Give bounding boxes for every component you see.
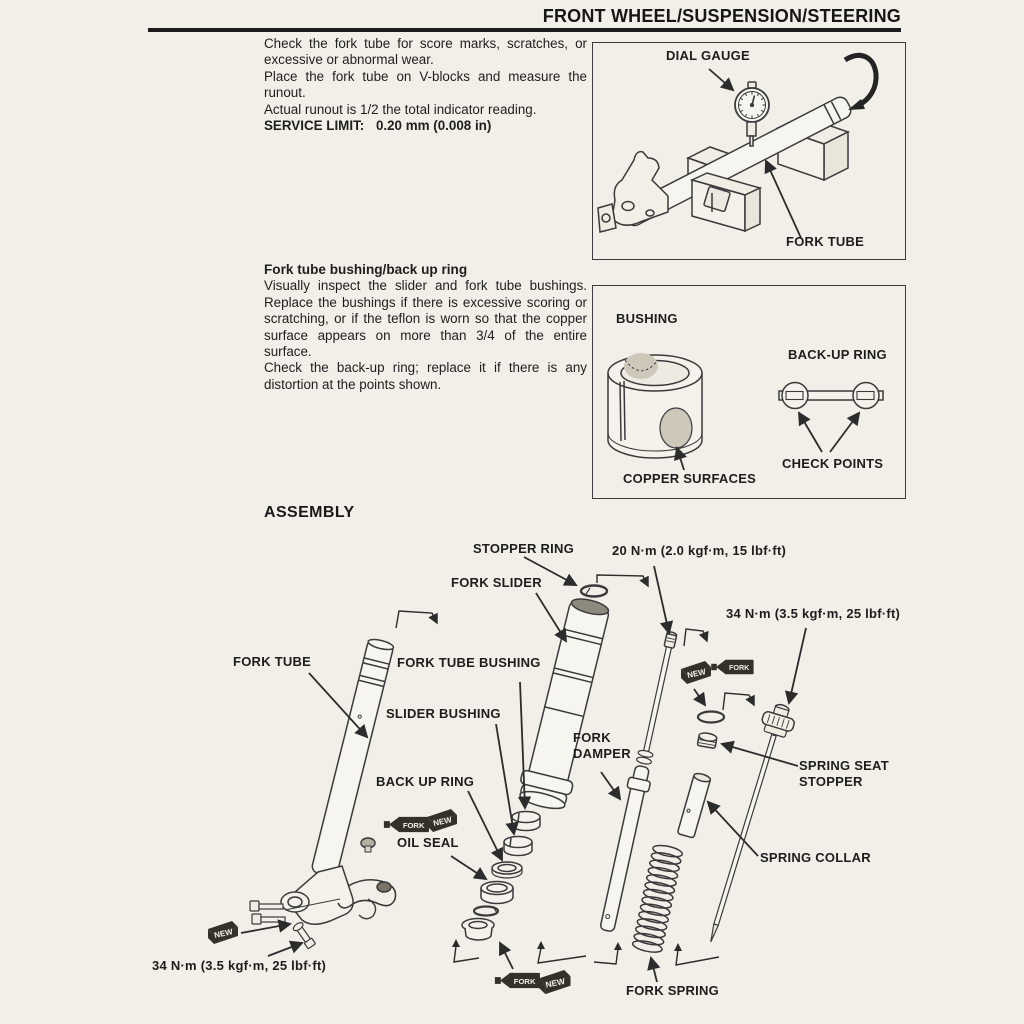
bushing-label: BUSHING <box>616 311 678 326</box>
oil-seal-stopper-ring-art <box>474 907 498 916</box>
oil-seal-art <box>481 882 513 904</box>
fork-tag-icon <box>495 973 540 988</box>
backup-ring-label: BACK-UP RING <box>788 347 887 362</box>
figure-runout-box <box>592 42 906 260</box>
assembly-heading: ASSEMBLY <box>264 504 355 521</box>
fork-tag-icon <box>711 660 753 674</box>
stopper-ring-art <box>581 586 607 597</box>
svg-text:FORK: FORK <box>729 663 750 673</box>
new-tag-oring-arrow <box>694 689 705 705</box>
runout-para-2: Place the fork tube on V-blocks and measure the runout. <box>264 68 587 101</box>
fork-tube-asm-label: FORK TUBE <box>233 654 312 669</box>
dial-gauge-label: DIAL GAUGE <box>666 48 750 63</box>
fork-tag-dust-seal-arrow <box>500 943 513 969</box>
fork-slider-label: FORK SLIDER <box>451 575 542 590</box>
svg-text:FORK: FORK <box>513 976 536 986</box>
svg-text:NEW: NEW <box>432 815 453 828</box>
spring-seat-stopper-arrow <box>722 744 798 766</box>
runout-section <box>264 36 587 134</box>
fork-spring-art <box>632 843 684 954</box>
back-up-ring-arrow <box>468 791 502 860</box>
fork-tag-icon <box>384 817 429 832</box>
bushing-para-2: Check the back-up ring; replace it if there is any distortion at the points shown. <box>264 360 587 392</box>
fork-damper-art <box>596 630 683 933</box>
o-ring-art <box>698 712 724 723</box>
spring-seat-stopper-label: SPRING SEAT STOPPER <box>799 758 889 789</box>
fork-damper-label: FORK DAMPER <box>573 730 631 761</box>
back-up-ring-asm-label: BACK UP RING <box>376 774 475 789</box>
new-tag-icon <box>539 970 571 994</box>
torque-fork-cap-label: 34 N·m (3.5 kgf·m, 25 lbf·ft) <box>726 606 901 621</box>
service-limit <box>264 118 587 134</box>
runout-para-1: Check the fork tube for score marks, scratches, or excessive or abnormal wear. <box>264 36 587 68</box>
bushing-section <box>264 262 587 393</box>
bushing-para-1: Visually inspect the slider and fork tube bushings. Replace the bushings if there is excessive scoring or scratching, or if the teflon is worn so that the copper surface appears on more than 3/4 of the entire surface. <box>264 278 587 360</box>
page-title: FRONT WHEEL/SUSPENSION/STEERING <box>542 6 901 26</box>
dust-seal-art <box>462 919 494 940</box>
fork-tube-bushing-art <box>512 812 540 831</box>
runout-para-3: Actual runout is 1/2 the total indicator reading. <box>264 101 537 117</box>
torque-damper-label: 20 N·m (2.0 kgf·m, 15 lbf·ft) <box>612 543 787 558</box>
fork-tube-bushing-label: FORK TUBE BUSHING <box>397 655 541 670</box>
svg-text:NEW: NEW <box>544 975 566 990</box>
fork-spring-label: FORK SPRING <box>626 983 720 998</box>
check-points-label: CHECK POINTS <box>782 456 884 471</box>
fork-slider-art <box>516 594 617 812</box>
new-tag-icon <box>681 661 711 684</box>
fork-slider-arrow <box>536 593 566 641</box>
bushing-section-heading: Fork tube bushing/back up ring <box>264 262 468 277</box>
fork-damper-arrow <box>601 772 620 799</box>
torque-cap-arrow <box>789 628 806 703</box>
fork-spring-arrow <box>651 958 657 982</box>
service-limit-label: SERVICE LIMIT: <box>264 118 365 134</box>
header-rule <box>148 28 901 32</box>
new-tag-icon <box>427 809 457 832</box>
torque-damper-arrow <box>654 566 669 633</box>
oil-seal-arrow <box>451 856 486 879</box>
svg-text:NEW: NEW <box>686 667 707 680</box>
slider-bushing-arrow <box>496 724 514 834</box>
copper-surfaces-label: COPPER SURFACES <box>623 471 757 486</box>
slider-bushing-art <box>504 837 532 856</box>
svg-text:NEW: NEW <box>213 927 234 940</box>
torque-lock-bolt-arrow <box>268 943 302 956</box>
stopper-ring-label: STOPPER RING <box>473 541 575 556</box>
new-tag-icon <box>208 921 238 944</box>
slider-bushing-label: SLIDER BUSHING <box>386 706 501 721</box>
fork-tube-fig1-label: FORK TUBE <box>786 234 865 249</box>
spring-collar-label: SPRING COLLAR <box>760 850 871 865</box>
spring-collar-art <box>677 772 711 838</box>
oil-seal-label: OIL SEAL <box>397 835 459 850</box>
torque-lock-bolt-label: 34 N·m (3.5 kgf·m, 25 lbf·ft) <box>152 958 327 973</box>
spring-seat-stopper-art <box>697 732 717 749</box>
assembly-art <box>208 557 806 994</box>
service-limit-value: 0.20 mm (0.008 in) <box>375 118 492 134</box>
back-up-ring-art <box>492 862 522 878</box>
new-tag-bolt-arrow <box>241 924 290 933</box>
svg-text:FORK: FORK <box>402 820 425 830</box>
fork-tube-art <box>311 638 395 878</box>
